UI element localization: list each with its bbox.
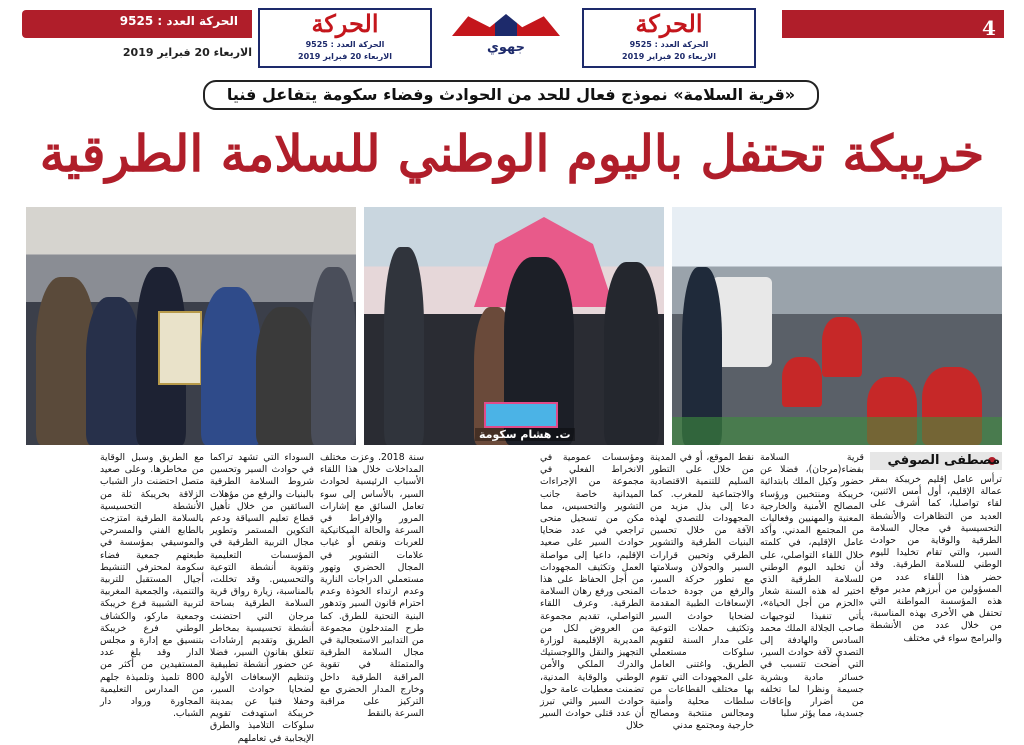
article-column: السوداء التي تشهد تراكما في حوادث السير وتحسين شروط السلامة الطرقية بالبنيات والرفع من مؤهلات السائقين من خلال تأهيل قطاع تعليم السياقة ودعم التكوين المستمر وتطوير مجال التربية الطرقية في المؤسسات التعليمية وتقوية أنشطة التوعية والتحسيس. وقد تخللت، بالمناسبة، زيارة رواق قرية السلامة الطرقية بساحة مرجان التي احتضنت أنشطة تحسيسية بمخاطر الطريق وتقديم إرشادات تتعلق بقانون السير، فضلا عن حضور أنشطة تطبيقية وتنظيم الإسعافات الأولية لضحايا حوادث السير، وحفلا فنيا عن بمدينة خريبكة استهدفت تقويم سلوكات التلاميذ والطرق الإيجابية في تعاملهم <box>210 452 314 744</box>
article-column: ترأس عامل إقليم خريبكة بمقر عمالة الإقليم، أول أمس الاثنين، لقاء تواصليا، كما أشرف على العديد من التظاهرات والأنشطة التحسيسية في مجال السلامة الطرقية والوقاية من حوادث السير، والتي تقام تخليدا لليوم الوطني للسلامة الطرقية. وقد حضر هذا اللقاء عدد من المسؤولين من أبرزهم مدير موقع هذه المؤسسة المواطنة التي تحتفل هي الأخرى بهذه المناسبة، من خلال عدد من الأنشطة والبرامج سواء في مختلف <box>870 474 1002 644</box>
logo-issue: الحركة العدد : 9525 <box>629 40 709 49</box>
person-figure <box>201 287 261 445</box>
photo-first-aid <box>672 207 1002 445</box>
region-map-icon <box>452 14 560 36</box>
logo-brand: الحركة <box>635 9 703 38</box>
person-figure <box>256 307 316 445</box>
person-figure <box>311 267 356 445</box>
logo-date: الاربعاء 20 فبراير 2019 <box>622 52 716 61</box>
newspaper-logo-left <box>258 8 432 68</box>
page-band <box>782 10 1004 38</box>
photo-credit: ت. هشام سكومة <box>475 428 575 441</box>
grass-mat <box>672 417 1002 445</box>
article-column: قرية السلامة بفضاء(مرجان)، فضلا عن حضور وكيل الملك بابتدائية خريبكة ومنتخبين ورؤساء المصالح الأمنية والخارجية المعنية والمهنيين وفعاليات من المجتمع المدني. وأكد عامل الإقليم، في كلمته خلال اللقاء التواصلي، على أن تخليد اليوم الوطني للسلامة الطرقية الذي اختير له هذه السنة شعار «الحزم من أجل الحياة»، يأتي تنفيذا لتوجيهات صاحب الجلالة الملك محمد السادس والهادفة إلى التصدي لآفة حوادث السير، التي أضحت تتسبب في خسائر مادية وبشرية جسيمة ونظرا لما تخلفه من أضرار وإعاقات جسدية، مما يؤثر سلبا <box>760 452 864 720</box>
section-emblem <box>432 8 580 64</box>
page-number: 4 <box>982 16 996 40</box>
rescuer-figure <box>822 317 862 377</box>
logo-brand: الحركة <box>311 9 379 38</box>
article-column: ومؤسسات عمومية في الانخراط الفعلي في مجموعة من الإجراءات الميدانية خاصة جانب التشوير والتحسيس، مما مكن من تسجيل منحى تراجعي في عدد ضحايا حوادث السير على صعيد الإقليم، داعيا إلى مواصلة العمل وتكثيف المجهودات من أجل الحفاظ على هذا المنحى ورفع رهان السلامة الطرقية. وعرف اللقاء التواصلي، تقديم مجموعة من العروض لكل من المديرية الإقليمية لوزارة التجهيز والنقل واللوجستيك والدرك الملكي والأمن الوطني والوقاية المدنية، تضمنت معطيات عامة حول حوادث السير والتي تبرز أن عدد قتلى حوادث السير خلال <box>540 452 644 732</box>
logo-issue: الحركة العدد : 9525 <box>305 40 385 49</box>
gift-box <box>484 402 558 428</box>
issue-band <box>22 10 252 38</box>
person-figure <box>384 247 424 445</box>
newspaper-logo-right <box>582 8 756 68</box>
photo-ceremony <box>26 207 356 445</box>
article-column: نقط الموقع، أو في المدينة من خلال على التطور السليم للتنمية الاقتصادية والاجتماعية للمغرب. كما دعا إلى بذل مزيد من المجهودات للتصدي لهذه الآفة من خلال تحسين البنيات الطرقية والتشوير الطرقي وتحيين قرارات السير والجولان وسلامتها مع تطور حركة السير، والرفع من جودة خدمات الإسعافات الطبية المقدمة لضحايا حوادث السير وتكثيف حملات التوعية على مدار السنة لتقويم سلوكات مستعملي الطريق. واغتنى العامل على المجهودات التي تقوم بها مختلف القطاعات من سلطات محلية وأمنية ومجالس منتخبة ومصالح خارجية ومجتمع مدني <box>650 452 754 732</box>
person-figure <box>604 262 659 445</box>
article-headline: خريبكة تحتفل باليوم الوطني للسلامة الطرقية <box>39 124 985 183</box>
issue-date: الاربعاء 20 فبراير 2019 <box>122 46 252 59</box>
certificate-frame <box>158 311 202 385</box>
article-kicker: «قرية السلامة» نموذج فعال للحد من الحوادث وفضاء سكومة يتفاعل فنيا <box>203 80 819 110</box>
issue-label: الحركة العدد : 9525 <box>119 14 238 28</box>
author-name: مصطفى الصوفي <box>887 453 1000 468</box>
rescuer-figure <box>782 357 822 407</box>
masthead <box>22 6 1004 66</box>
logo-date: الاربعاء 20 فبراير 2019 <box>298 52 392 61</box>
article-column: مع الطريق وسبل الوقاية من مخاطرها. وعلى صعيد متصل احتضنت دار الشباب الزلاقة بخريبكة ثلة من الأنشطة التحسيسية بالسلامة الطرقية امتزجت بالطابع الفني والمسرحي والموسيقي بمؤسسة في طبعتهم جمعية فضاء سكومة لمحترفي التنشيط أجيال المستقبل للتربية والتنمية، والجمعية المغربية لتربية الشبيبة فرع خريبكة وجمعية ماركو، والكشاف الوطني فرع خريبكة بتنسيق مع إدارة و مجلس الدار وقد بلغ عدد المستفيدين من أكثر من 800 تلميذ وتلميذة جلهم من المدارس التعليمية المجاورة ورواد دار الشباب. <box>100 452 204 720</box>
photo-gift <box>364 207 664 445</box>
person-figure <box>86 297 141 445</box>
section-label: جهوي <box>486 40 526 55</box>
article-column: سنة 2018. وعزت مختلف المداخلات خلال هذا اللقاء الأسباب الرئيسية لحوادث السير، بالأساس إلى سوء تعامل السائق مع إشارات المرور والإفراط في السرعة والحالة الميكانيكية للعربات ونقص أو غياب علامات التشوير في المجال الحضري وتهور مستعملي الدراجات النارية وعدم ارتداء الخوذة وعدم احترام قانون السير وتدهور البنية التحتية للطرق. كما طرح المتدخلون مجموعة من التدابير الاستعجالية في مجال السلامة الطرقية والمتمثلة في تقوية المراقبة الطرقية داخل وخارج المدار الحضري مع التركيز على مراقبة السرعة بالنقط <box>320 452 424 720</box>
